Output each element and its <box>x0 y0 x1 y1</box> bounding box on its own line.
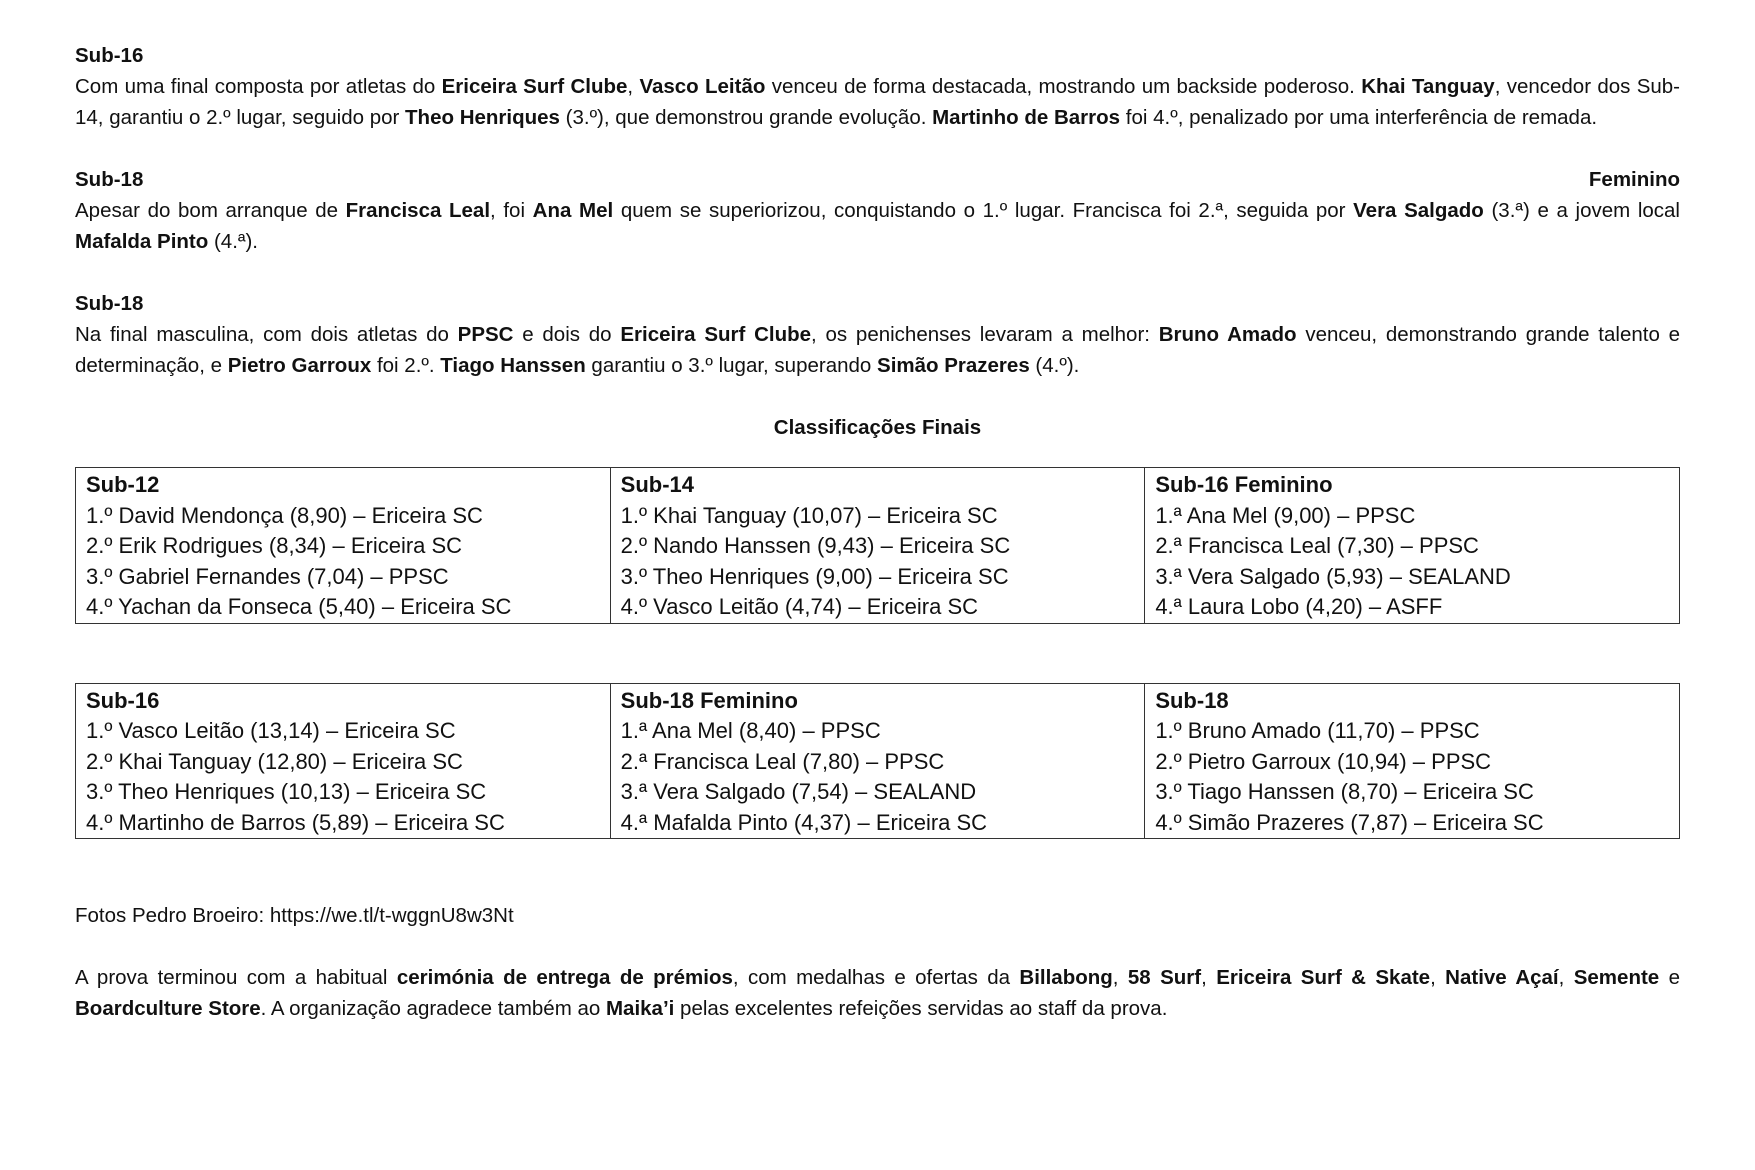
text-run: garantiu o 3.º lugar, superando <box>585 354 878 377</box>
bold-run: cerimónia de entrega de prémios <box>396 966 733 989</box>
table-row <box>76 468 1680 624</box>
result-entry: 2.ª Francisca Leal (7,80) – PPSC <box>620 748 945 774</box>
result-entry: 4.º Yachan da Fonseca (5,40) – Ericeira SC <box>86 594 512 619</box>
section-sub16 <box>75 40 1680 133</box>
text-run: , <box>1430 966 1446 989</box>
result-entry: 4.ª Mafalda Pinto (4,37) – Ericeira SC <box>620 809 988 835</box>
category-cell <box>610 683 1145 839</box>
bold-run: Bruno Amado <box>1158 323 1297 346</box>
result-entry: 2.º Erik Rodrigues (8,34) – Ericeira SC <box>86 533 463 558</box>
photos-credit-line: Fotos Pedro Broeiro: https://we.tl/t-wggnU8w3Nt <box>75 904 514 927</box>
result-entry: 3.ª Vera Salgado (7,54) – SEALAND <box>620 779 977 804</box>
text-run: A prova terminou com a habitual <box>75 966 397 989</box>
bold-run: Ericeira Surf Clube <box>620 323 812 346</box>
result-entry: 1.ª Ana Mel (9,00) – PPSC <box>1155 502 1416 528</box>
result-entry: 1.º Bruno Amado (11,70) – PPSC <box>1155 718 1480 743</box>
text-run: , foi <box>490 199 533 222</box>
text-run: Na final masculina, com dois atletas do <box>75 323 458 346</box>
result-entry: 2.º Nando Hanssen (9,43) – Ericeira SC <box>620 533 1011 558</box>
paragraph-sub16 <box>75 71 1680 133</box>
result-entry: 4.ª Laura Lobo (4,20) – ASFF <box>1155 594 1443 619</box>
category-cell <box>1145 468 1680 624</box>
result-entry: 2.º Khai Tanguay (12,80) – Ericeira SC <box>86 748 463 774</box>
result-entry: 1.º Khai Tanguay (10,07) – Ericeira SC <box>620 502 998 528</box>
heading-text: Sub-18 <box>75 292 144 315</box>
text-run: Apesar do bom arranque de <box>75 199 346 222</box>
result-entry: 1.ª Ana Mel (8,40) – PPSC <box>620 718 881 743</box>
category-title: Sub-12 <box>86 472 160 497</box>
category-title: Sub-18 Feminino <box>620 687 798 713</box>
text-run: foi 4.º, penalizado por uma interferência de remada. <box>1120 106 1598 129</box>
bold-run: Vera Salgado <box>1353 199 1484 222</box>
bold-run: Native Açaí <box>1445 966 1559 989</box>
bold-run: Maika’i <box>605 997 675 1020</box>
result-entry: 1.º Vasco Leitão (13,14) – Ericeira SC <box>86 718 456 743</box>
result-entry: 4.º Vasco Leitão (4,74) – Ericeira SC <box>620 594 979 619</box>
text-run: (4.º). <box>1029 354 1080 377</box>
paragraph-sub18-masculino <box>75 319 1680 381</box>
result-entry: 3.ª Vera Salgado (5,93) – SEALAND <box>1155 563 1511 589</box>
section-heading <box>75 288 1680 319</box>
closing-paragraph <box>75 962 1680 1024</box>
result-entry: 3.º Gabriel Fernandes (7,04) – PPSC <box>86 563 449 589</box>
category-cell <box>610 468 1145 624</box>
text-run: e <box>1659 966 1680 989</box>
category-cell <box>76 468 611 624</box>
results-table-1 <box>75 467 1680 624</box>
result-entry: 3.º Theo Henriques (9,00) – Ericeira SC <box>620 563 1009 589</box>
heading-text: Sub-16 <box>75 44 144 67</box>
bold-run: Mafalda Pinto <box>75 230 209 253</box>
document-page <box>75 40 1680 1024</box>
results-table-2 <box>75 683 1680 840</box>
bold-run: Ericeira Surf & Skate <box>1216 966 1431 989</box>
text-run: foi 2.º. <box>371 354 441 377</box>
text-run: , vencedor dos Sub-14, garantiu o 2.º lugar, seguido por <box>75 75 1681 129</box>
bold-run: Tiago Hanssen <box>440 354 586 377</box>
category-title: Sub-18 <box>1155 687 1229 713</box>
text-run: , <box>1201 966 1217 989</box>
bold-run: Simão Prazeres <box>877 354 1030 377</box>
text-run: pelas excelentes refeições servidas ao staff da prova. <box>674 997 1168 1020</box>
result-entry: 4.º Simão Prazeres (7,87) – Ericeira SC <box>1155 809 1544 835</box>
section-sub18-feminino <box>75 164 1680 257</box>
result-entry: 3.º Theo Henriques (10,13) – Ericeira SC <box>86 779 487 804</box>
spacer <box>75 839 1680 900</box>
bold-run: Billabong <box>1019 966 1113 989</box>
bold-run: Vasco Leitão <box>639 75 766 98</box>
bold-run: 58 Surf <box>1127 966 1202 989</box>
bold-run: Semente <box>1573 966 1660 989</box>
text-run: . A organização agradece também ao <box>260 997 606 1020</box>
text-run: , <box>1558 966 1574 989</box>
category-cell <box>76 683 611 839</box>
table-row <box>76 683 1680 839</box>
result-entry: 1.º David Mendonça (8,90) – Ericeira SC <box>86 502 483 528</box>
result-entry: 3.º Tiago Hanssen (8,70) – Ericeira SC <box>1155 779 1534 804</box>
category-title: Sub-16 <box>86 687 160 713</box>
text-run: venceu, demonstrando grande talento e determinação, e <box>75 323 1681 377</box>
section-heading <box>75 40 1680 71</box>
text-run: Com uma final composta por atletas do <box>75 75 442 98</box>
bold-run: Francisca Leal <box>345 199 491 222</box>
paragraph-sub18-feminino <box>75 195 1680 257</box>
result-entry: 4.º Martinho de Barros (5,89) – Ericeira SC <box>86 809 505 835</box>
bold-run: Theo Henriques <box>405 106 560 129</box>
category-cell <box>1145 683 1680 839</box>
section-heading <box>75 164 1680 195</box>
text-run: venceu de forma destacada, mostrando um backside poderoso. <box>765 75 1362 98</box>
text-run: (4.ª). <box>208 230 258 253</box>
text-run: , <box>1112 966 1128 989</box>
result-entry: 2.º Pietro Garroux (10,94) – PPSC <box>1155 748 1492 774</box>
bold-run: Ana Mel <box>532 199 614 222</box>
text-run: , com medalhas e ofertas da <box>732 966 1020 989</box>
category-title: Sub-14 <box>620 472 695 497</box>
category-title: Sub-16 Feminino <box>1155 472 1333 497</box>
classifications-title: Classificações Finais <box>773 416 982 439</box>
spacer <box>75 624 1680 683</box>
text-run: (3.º), que demonstrou grande evolução. <box>559 106 933 129</box>
text-run: quem se superiorizou, conquistando o 1.º lugar. Francisca foi 2.ª, seguida por <box>613 199 1354 222</box>
heading-text: Sub-18 <box>75 168 144 191</box>
text-run: (3.ª) e a jovem local <box>1483 199 1680 222</box>
text-run: e dois do <box>513 323 621 346</box>
heading-text-right: Feminino <box>1588 168 1680 191</box>
text-run: , os penichenses levaram a melhor: <box>811 323 1159 346</box>
result-entry: 2.ª Francisca Leal (7,30) – PPSC <box>1155 533 1479 558</box>
section-sub18-masculino <box>75 288 1680 381</box>
text-run: , <box>627 75 640 98</box>
bold-run: Boardculture Store <box>75 997 261 1020</box>
bold-run: Khai Tanguay <box>1361 75 1495 98</box>
bold-run: Martinho de Barros <box>932 106 1121 129</box>
bold-run: Pietro Garroux <box>227 354 372 377</box>
bold-run: PPSC <box>457 323 514 346</box>
bold-run: Ericeira Surf Clube <box>441 75 628 98</box>
